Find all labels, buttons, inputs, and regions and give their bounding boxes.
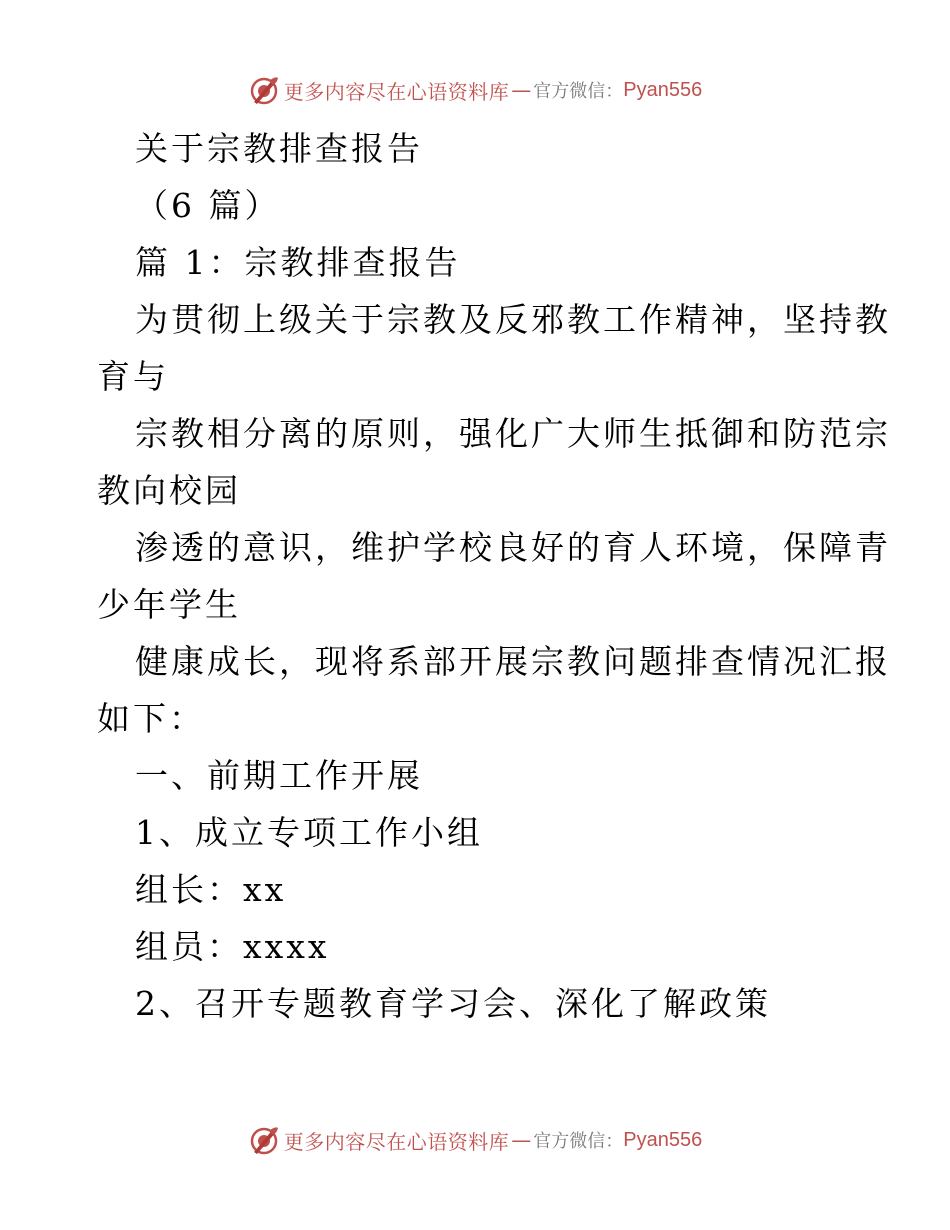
quill-logo-icon	[248, 74, 280, 106]
paragraph-line: 少年学生	[97, 585, 241, 624]
paragraph-line: 如下：	[97, 699, 205, 738]
document-subtitle: （6 篇）	[135, 186, 281, 225]
list-item: 1、成立专项工作小组	[135, 813, 483, 852]
list-item: 2、召开专题教育学习会、深化了解政策	[135, 984, 771, 1023]
paragraph-line: 教向校园	[97, 471, 241, 510]
banner-brand-text: 更多内容尽在心语资料库	[283, 79, 510, 104]
paragraph-line: 为贯彻上级关于宗教及反邪教工作精神，坚持教	[135, 300, 891, 339]
paragraph-line: 健康成长，现将系部开展宗教问题排查情况汇报	[135, 642, 891, 681]
quill-logo-icon	[248, 1124, 280, 1156]
list-item: 组长：xx	[135, 870, 287, 909]
header-banner	[0, 70, 950, 110]
banner-separator: —	[511, 1128, 532, 1152]
document-body	[97, 120, 891, 1032]
section-heading: 篇 1：宗教排查报告	[135, 243, 461, 282]
banner-separator: —	[511, 78, 532, 102]
banner-wechat-label: 官方微信：	[533, 81, 624, 102]
banner-wechat-id: Pyan556	[623, 1128, 703, 1151]
paragraph-line: 育与	[97, 357, 169, 396]
banner-wechat-label: 官方微信：	[533, 1131, 624, 1152]
banner-brand-text: 更多内容尽在心语资料库	[283, 1129, 510, 1154]
paragraph-line: 宗教相分离的原则，强化广大师生抵御和防范宗	[135, 414, 891, 453]
document-title: 关于宗教排查报告	[135, 129, 423, 168]
list-item: 组员：xxxx	[135, 927, 330, 966]
footer-banner	[0, 1120, 950, 1160]
paragraph-line: 渗透的意识，维护学校良好的育人环境，保障青	[135, 528, 891, 567]
banner-wechat-id: Pyan556	[623, 78, 703, 101]
section-heading: 一、前期工作开展	[135, 756, 423, 795]
